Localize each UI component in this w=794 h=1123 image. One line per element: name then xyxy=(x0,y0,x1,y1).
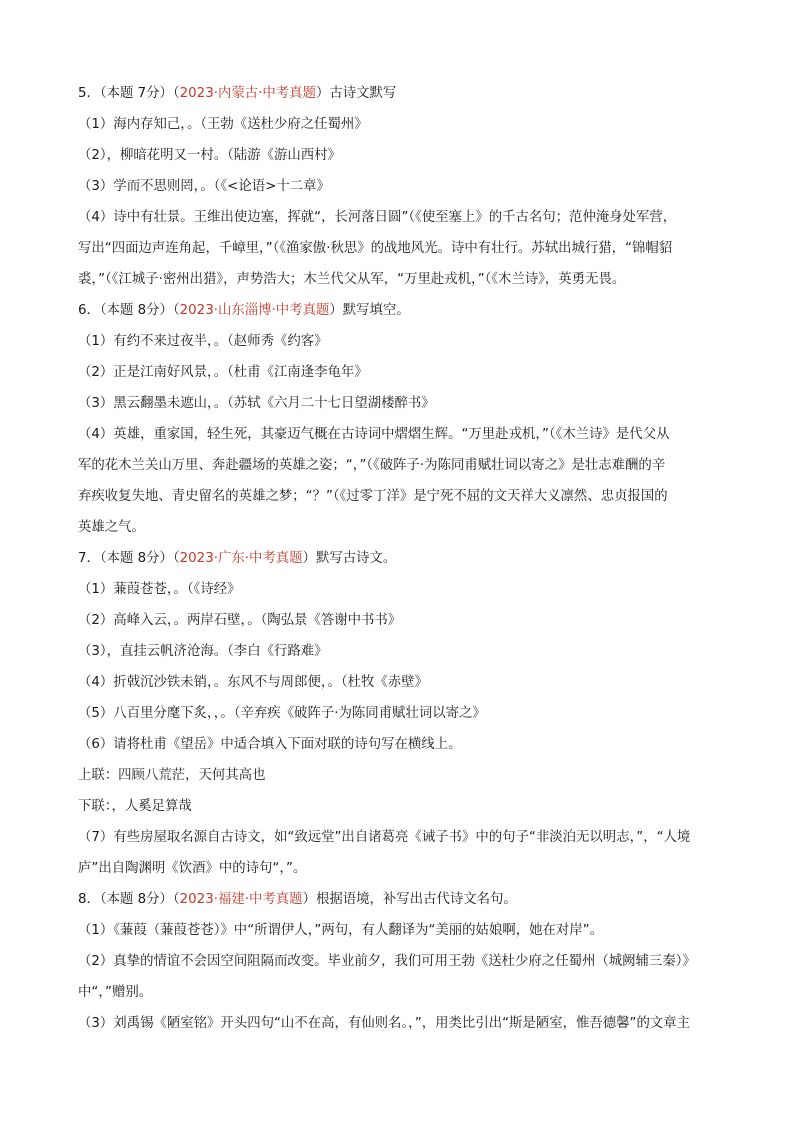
question-5-item-3: （3）学而不思则罔，。（《<论语>十二章》 xyxy=(78,179,330,194)
question-6-heading xyxy=(78,301,716,321)
question-6-number: 6．（本题 8分）（ xyxy=(78,303,180,318)
question-5-number: 5．（本题 7分）（ xyxy=(78,86,180,101)
question-content xyxy=(78,84,716,1045)
question-8-item-2-cont: 中“，”赠别。 xyxy=(78,985,153,1000)
question-8-instruction: ）根据语境，补写出古代诗文名句。 xyxy=(302,892,517,907)
question-6-item-4-cont-1: 军的花木兰关山万里、奔赴疆场的英雄之姿；“，”（《破阵子·为陈同甫赋壮词以寄之》是壮志难酬的辛 xyxy=(78,458,666,473)
question-6-item-1: （1）有约不来过夜半，。（赵师秀《约客》 xyxy=(78,334,328,349)
question-7-item-7: （7）有些房屋取名源自古诗文，如“致远堂”出自诸葛亮《诫子书》中的句子“非淡泊无以明志，”，“人境 xyxy=(78,830,691,845)
question-6-item-4-cont-3: 英雄之气。 xyxy=(78,520,145,535)
question-5-item-1: （1）海内存知己，。（王勃《送杜少府之任蜀州》 xyxy=(78,117,368,132)
question-8-heading xyxy=(78,890,716,910)
couplet-upper-line: 上联：四顾八荒茫，天何其高也 xyxy=(78,768,266,783)
question-7-source: 2023·广东·中考真题 xyxy=(179,551,303,566)
couplet-lower-line: 下联：，人奚足算哉 xyxy=(78,799,192,814)
question-5-item-4-cont-2: 裘，”（《江城子·密州出猎》，声势浩大；木兰代父从军，“万里赴戎机，”（《木兰诗》，英勇无畏。 xyxy=(78,272,626,287)
question-7-item-7-cont: 庐”出自陶渊明《饮酒》中的诗句“，”。 xyxy=(78,861,307,876)
question-6-item-2: （2）正是江南好风景，。（杜甫《江南逢李龟年》 xyxy=(78,365,368,380)
question-7-item-5: （5）八百里分麾下炙，，。（辛弃疾《破阵子·为陈同甫赋壮词以寄之》 xyxy=(78,706,486,721)
question-7-instruction: ）默写古诗文。 xyxy=(302,551,397,566)
question-6-item-4-cont-2: 弃疾收复失地、青史留名的英雄之梦；“？”（《过零丁洋》是宁死不屈的文天祥大义凛然、忠贞报国的 xyxy=(78,489,668,504)
question-8-item-2: （2）真挚的情谊不会因空间阻隔而改变。毕业前夕，我们可用王勃《送杜少府之任蜀州（城阙辅三秦）》 xyxy=(78,954,696,969)
question-6-item-4: （4）英雄，重家国，轻生死，其豪迈气概在古诗词中熠熠生辉。“万里赴戎机，”（《木兰诗》是代父从 xyxy=(78,427,670,442)
question-5-instruction: ）古诗文默写 xyxy=(315,86,397,101)
question-8-item-3: （3）刘禹锡《陋室铭》开头四句“山不在高，有仙则名。，”，用类比引出“斯是陋室，惟吾德馨”的文章主 xyxy=(78,1016,691,1031)
question-8-number: 8．（本题 8分）（ xyxy=(78,892,180,907)
question-7-item-6: （6）请将杜甫《望岳》中适合填入下面对联的诗句写在横线上。 xyxy=(78,737,462,752)
question-7-item-3: （3），直挂云帆济沧海。（李白《行路难》 xyxy=(78,644,328,659)
question-6-instruction: ）默写填空。 xyxy=(329,303,410,318)
question-7-heading xyxy=(78,549,716,569)
question-8-source: 2023·福建·中考真题 xyxy=(179,892,303,907)
question-5-item-2: （2），柳暗花明又一村。（陆游《游山西村》 xyxy=(78,148,341,163)
question-7-item-2: （2）高峰入云，。两岸石壁，。（陶弘景《答谢中书书》 xyxy=(78,613,402,628)
question-5-item-4-cont-1: 写出“四面边声连角起，千嶂里，”（《渔家傲·秋思》的战地风光。诗中有壮行。苏轼出城行猎，“锦帽貂 xyxy=(78,241,673,256)
question-7-item-4: （4）折戟沉沙铁未销，。东风不与周郎便，。（杜牧《赤壁》 xyxy=(78,675,428,690)
question-5-item-4: （4）诗中有壮景。王维出使边塞，挥就“，长河落日圆”（《使至塞上》的千古名句；范仲淹身处军营， xyxy=(78,210,677,225)
question-6-source: 2023·山东淄博·中考真题 xyxy=(179,303,330,318)
question-6-item-3: （3）黑云翻墨未遮山，。（苏轼《六月二十七日望湖楼醉书》 xyxy=(78,396,435,411)
question-5-heading xyxy=(78,84,716,104)
question-7-number: 7．（本题 8分）（ xyxy=(78,551,180,566)
question-5-source: 2023·内蒙古·中考真题 xyxy=(179,86,316,101)
question-8-item-1: （1）《蒹葭（蒹葭苍苍）》中“所谓伊人，”两句，有人翻译为“美丽的姑娘啊，她在对岸”。 xyxy=(78,923,604,938)
question-7-item-1: （1）蒹葭苍苍，。（《诗经》 xyxy=(78,582,241,597)
